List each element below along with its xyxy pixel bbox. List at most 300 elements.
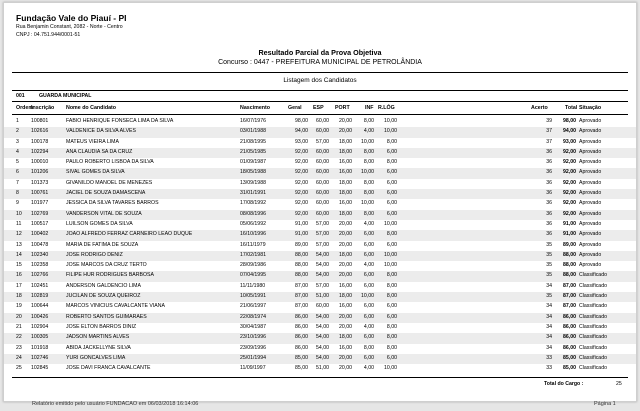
cell-esp: 60,00 [316, 169, 329, 176]
cell-acerto: 34 [546, 334, 552, 341]
cell-total: 88,00 [563, 272, 576, 279]
cell-total: 92,00 [563, 148, 576, 155]
cell-esp: 51,00 [316, 365, 329, 372]
cell-situacao: Aprovado [579, 200, 602, 207]
cell-acerto: 34 [546, 303, 552, 310]
cell-acerto: 35 [546, 251, 552, 258]
cell-ordem: 2 [16, 128, 19, 135]
cell-situacao: Classificado [579, 365, 607, 372]
cell-acerto: 37 [546, 128, 552, 135]
cell-nome: LUILSON GOMES DA SILVA [66, 220, 133, 227]
cell-port: 16,00 [339, 200, 352, 207]
cell-ordem: 13 [16, 241, 22, 248]
cell-situacao: Classificado [579, 282, 607, 289]
cell-inf: 6,00 [363, 231, 374, 238]
cell-rlog: 6,00 [386, 169, 397, 176]
cell-esp: 57,00 [316, 220, 329, 227]
cell-rlog: 6,00 [386, 190, 397, 197]
cell-total: 89,00 [563, 241, 576, 248]
cell-situacao: Aprovado [579, 159, 602, 166]
cell-geral: 94,00 [295, 128, 308, 135]
cell-nascimento: 10/05/1991 [240, 293, 266, 300]
cell-inscricao: 101206 [31, 169, 49, 176]
cell-situacao: Classificado [579, 313, 607, 320]
cell-esp: 54,00 [316, 334, 329, 341]
cell-ordem: 4 [16, 148, 19, 155]
cell-geral: 91,00 [295, 231, 308, 238]
cell-geral: 88,00 [295, 262, 308, 269]
cell-inscricao: 100178 [31, 138, 49, 145]
cell-esp: 60,00 [316, 148, 329, 155]
cell-esp: 60,00 [316, 210, 329, 217]
cell-inscricao: 102451 [31, 282, 49, 289]
cell-nome: MARCOS VINICIUS CAVALCANTE VIANA [66, 303, 165, 310]
col-situacao: Situação [579, 105, 602, 111]
cell-inf: 6,00 [363, 282, 374, 289]
cell-ordem: 8 [16, 190, 19, 197]
cell-esp: 54,00 [316, 323, 329, 330]
cell-inscricao: 102819 [31, 293, 49, 300]
cell-port: 18,00 [339, 179, 352, 186]
table-row [4, 333, 636, 343]
cell-ordem: 21 [16, 323, 22, 330]
cell-esp: 54,00 [316, 262, 329, 269]
cell-inscricao: 102294 [31, 148, 49, 155]
table-row [4, 168, 636, 178]
cell-inf: 10,00 [361, 169, 374, 176]
cell-port: 20,00 [339, 365, 352, 372]
cell-acerto: 34 [546, 344, 552, 351]
cell-ordem: 5 [16, 159, 19, 166]
table-row [4, 220, 636, 230]
cell-esp: 54,00 [316, 313, 329, 320]
cell-rlog: 8,00 [386, 323, 397, 330]
cell-rlog: 10,00 [384, 262, 397, 269]
cell-situacao: Aprovado [579, 190, 602, 197]
cell-esp: 60,00 [316, 179, 329, 186]
cell-nome: ANDERSON GALDENCIO LIMA [66, 282, 141, 289]
cell-ordem: 9 [16, 200, 19, 207]
table-row [4, 302, 636, 312]
cell-esp: 51,00 [316, 293, 329, 300]
cell-rlog: 10,00 [384, 118, 397, 124]
cell-situacao: Aprovado [579, 148, 602, 155]
cell-inf: 4,00 [363, 323, 374, 330]
cell-inscricao: 100478 [31, 241, 49, 248]
cell-total: 85,00 [563, 354, 576, 361]
cell-inscricao: 100761 [31, 190, 49, 197]
col-nome: Nome do Candidato [66, 105, 117, 111]
cell-situacao: Classificado [579, 334, 607, 341]
cell-nome: ABIDA JACKELLYNE SILVA [66, 344, 131, 351]
cell-port: 18,00 [339, 334, 352, 341]
cell-situacao: Classificado [579, 303, 607, 310]
cell-nascimento: 23/09/1996 [240, 344, 266, 351]
cell-esp: 60,00 [316, 118, 329, 124]
cell-inf: 6,00 [363, 313, 374, 320]
table-row [4, 313, 636, 323]
cell-inscricao: 100426 [31, 313, 49, 320]
cell-port: 20,00 [339, 118, 352, 124]
cell-inscricao: 100644 [31, 303, 49, 310]
cell-inscricao: 102769 [31, 210, 49, 217]
cell-inf: 6,00 [363, 303, 374, 310]
cell-situacao: Classificado [579, 323, 607, 330]
cell-nascimento: 18/05/1988 [240, 169, 266, 176]
cell-inf: 8,00 [363, 118, 374, 124]
cell-total: 98,00 [563, 118, 576, 124]
cell-rlog: 8,00 [386, 293, 397, 300]
cell-acerto: 34 [546, 282, 552, 289]
cell-total: 86,00 [563, 323, 576, 330]
cell-ordem: 15 [16, 262, 22, 269]
cell-situacao: Classificado [579, 293, 607, 300]
cell-nome: GIVANILDO MANOEL DE MENEZES [66, 179, 153, 186]
cell-ordem: 19 [16, 303, 22, 310]
cell-nome: ROBERTO SANTOS GUIMARAES [66, 313, 147, 320]
cell-total: 86,00 [563, 313, 576, 320]
cell-rlog: 8,00 [386, 272, 397, 279]
col-rlog: R.LÓG [378, 105, 395, 111]
cell-inscricao: 101977 [31, 200, 49, 207]
cell-total: 87,00 [563, 293, 576, 300]
cell-port: 18,00 [339, 148, 352, 155]
cell-geral: 98,00 [295, 118, 308, 124]
cell-total: 92,00 [563, 190, 576, 197]
cell-total: 92,00 [563, 179, 576, 186]
cell-nome: JOAO ALFREDO FERRAZ CARNEIRO LEAO DUQUE [66, 231, 193, 238]
cell-port: 18,00 [339, 210, 352, 217]
cell-situacao: Aprovado [579, 262, 602, 269]
report-page [3, 2, 637, 402]
cell-rlog: 6,00 [386, 241, 397, 248]
cell-nascimento: 21/06/1997 [240, 303, 266, 310]
cell-total: 88,00 [563, 251, 576, 258]
cell-inf: 10,00 [361, 200, 374, 207]
table-row [4, 292, 636, 302]
cell-acerto: 34 [546, 313, 552, 320]
cell-nascimento: 13/09/1988 [240, 179, 266, 186]
cell-nascimento: 25/01/1994 [240, 354, 266, 361]
table-row [4, 241, 636, 251]
cell-ordem: 17 [16, 282, 22, 289]
cell-geral: 89,00 [295, 241, 308, 248]
cell-ordem: 20 [16, 313, 22, 320]
cell-inscricao: 102845 [31, 365, 49, 372]
cell-acerto: 35 [546, 241, 552, 248]
cell-geral: 86,00 [295, 323, 308, 330]
cell-acerto: 33 [546, 365, 552, 372]
table-row [4, 261, 636, 271]
cell-total: 92,00 [563, 159, 576, 166]
cell-port: 20,00 [339, 231, 352, 238]
cell-inf: 8,00 [363, 210, 374, 217]
cell-nome: JOSE RODRIGO DENIZ [66, 251, 123, 258]
cell-nome: VANDERSON VITAL DE SOUZA [66, 210, 142, 217]
cell-port: 16,00 [339, 303, 352, 310]
page-number: Página 1 [594, 401, 616, 407]
report-title: Resultado Parcial da Prova Objetiva [258, 48, 382, 57]
cell-rlog: 6,00 [386, 313, 397, 320]
divider [12, 90, 628, 91]
cell-esp: 54,00 [316, 354, 329, 361]
cell-port: 20,00 [339, 128, 352, 135]
cell-geral: 88,00 [295, 251, 308, 258]
list-title: Listagem dos Candidatos [283, 77, 357, 84]
cell-inscricao: 100010 [31, 159, 49, 166]
cell-rlog: 8,00 [386, 231, 397, 238]
table-row [4, 271, 636, 281]
cell-acerto: 36 [546, 200, 552, 207]
col-total: Total [565, 105, 578, 111]
cell-situacao: Aprovado [579, 210, 602, 217]
cell-port: 16,00 [339, 344, 352, 351]
cell-situacao: Aprovado [579, 179, 602, 186]
cell-inscricao: 102340 [31, 251, 49, 258]
cell-rlog: 8,00 [386, 159, 397, 166]
cell-ordem: 24 [16, 354, 22, 361]
cell-acerto: 37 [546, 138, 552, 145]
cell-situacao: Aprovado [579, 118, 602, 124]
cell-inf: 8,00 [363, 159, 374, 166]
total-cargo-value: 25 [616, 381, 622, 387]
cell-geral: 92,00 [295, 159, 308, 166]
cell-nascimento: 31/01/1991 [240, 190, 266, 197]
cell-rlog: 10,00 [384, 251, 397, 258]
cell-nascimento: 11/11/1980 [240, 282, 266, 289]
cell-port: 20,00 [339, 220, 352, 227]
cell-nascimento: 08/08/1996 [240, 210, 266, 217]
cell-total: 88,00 [563, 262, 576, 269]
cell-rlog: 6,00 [386, 303, 397, 310]
cell-total: 92,00 [563, 210, 576, 217]
table-row [4, 344, 636, 354]
cell-geral: 86,00 [295, 334, 308, 341]
group-name: GUARDA MUNICIPAL [39, 93, 92, 99]
cell-inf: 6,00 [363, 272, 374, 279]
cell-situacao: Aprovado [579, 128, 602, 135]
cell-geral: 93,00 [295, 138, 308, 145]
cell-rlog: 8,00 [386, 282, 397, 289]
cell-situacao: Aprovado [579, 169, 602, 176]
table-row [4, 138, 636, 148]
cell-ordem: 18 [16, 293, 22, 300]
table-row [4, 364, 636, 374]
total-cargo-label: Total do Cargo : [544, 381, 584, 387]
cell-nome: FILIPE HUR RODRIGUES BARBOSA [66, 272, 154, 279]
cell-nome: MATEUS VIEIRA LIMA [66, 138, 119, 145]
cell-nascimento: 11/09/1997 [240, 365, 266, 372]
cell-port: 16,00 [339, 169, 352, 176]
cell-acerto: 35 [546, 262, 552, 269]
org-cnpj: CNPJ : 04.751.944/0001-51 [16, 32, 81, 38]
cell-rlog: 8,00 [386, 138, 397, 145]
cell-inf: 10,00 [361, 138, 374, 145]
cell-nascimento: 16/11/1979 [240, 241, 266, 248]
cell-nascimento: 16/07/1976 [240, 118, 266, 124]
cell-inf: 8,00 [363, 179, 374, 186]
cell-rlog: 10,00 [384, 220, 397, 227]
table-row [4, 199, 636, 209]
cell-esp: 57,00 [316, 231, 329, 238]
cell-esp: 54,00 [316, 251, 329, 258]
cell-geral: 87,00 [295, 303, 308, 310]
cell-acerto: 36 [546, 159, 552, 166]
cell-nascimento: 21/05/1985 [240, 148, 266, 155]
cell-geral: 88,00 [295, 272, 308, 279]
cell-total: 92,00 [563, 169, 576, 176]
table-row [4, 148, 636, 158]
cell-rlog: 6,00 [386, 210, 397, 217]
cell-nascimento: 01/09/1987 [240, 159, 266, 166]
cell-port: 20,00 [339, 241, 352, 248]
cell-inscricao: 100801 [31, 118, 49, 124]
cell-port: 20,00 [339, 272, 352, 279]
cell-ordem: 16 [16, 272, 22, 279]
cell-geral: 91,00 [295, 220, 308, 227]
cell-inf: 4,00 [363, 262, 374, 269]
divider [12, 101, 628, 102]
cell-nome: JUCILAN DE SOUZA QUEIROZ [66, 293, 141, 300]
cell-esp: 60,00 [316, 200, 329, 207]
cell-total: 85,00 [563, 365, 576, 372]
cell-esp: 60,00 [316, 303, 329, 310]
cell-ordem: 14 [16, 251, 22, 258]
cell-inf: 8,00 [363, 190, 374, 197]
cell-nascimento: 28/09/1986 [240, 262, 266, 269]
cell-nascimento: 22/08/1974 [240, 313, 266, 320]
cell-inf: 4,00 [363, 365, 374, 372]
cell-rlog: 6,00 [386, 148, 397, 155]
cell-geral: 92,00 [295, 179, 308, 186]
cell-inscricao: 100517 [31, 220, 49, 227]
cell-geral: 87,00 [295, 293, 308, 300]
cell-situacao: Aprovado [579, 251, 602, 258]
cell-acerto: 33 [546, 354, 552, 361]
table-row [4, 158, 636, 168]
cell-nascimento: 07/04/1995 [240, 272, 266, 279]
cell-port: 18,00 [339, 190, 352, 197]
cell-esp: 54,00 [316, 344, 329, 351]
col-port: PORT [335, 105, 350, 111]
cell-esp: 57,00 [316, 282, 329, 289]
cell-inf: 6,00 [363, 334, 374, 341]
cell-ordem: 23 [16, 344, 22, 351]
cell-nome: JOSE DAVI FRANCA CAVALCANTE [66, 365, 151, 372]
org-address: Rua Benjamin Constant, 2082 - Norte - Centro [16, 24, 123, 30]
table-row [4, 282, 636, 292]
cell-esp: 57,00 [316, 138, 329, 145]
cell-nascimento: 05/06/1992 [240, 220, 266, 227]
cell-nascimento: 17/02/1981 [240, 251, 266, 258]
cell-inscricao: 102616 [31, 128, 49, 135]
cell-nome: JESSICA DA SILVA TAVARES BARROS [66, 200, 159, 207]
col-ordem: Ordem [16, 105, 34, 111]
cell-ordem: 7 [16, 179, 19, 186]
divider [12, 72, 628, 73]
cell-inf: 8,00 [363, 344, 374, 351]
cell-situacao: Classificado [579, 344, 607, 351]
cell-total: 86,00 [563, 334, 576, 341]
cell-situacao: Aprovado [579, 241, 602, 248]
col-nascimento: Nascimento [240, 105, 271, 111]
cell-situacao: Classificado [579, 272, 607, 279]
col-esp: ESP [313, 105, 324, 111]
cell-nome: SIVAL GOMES DA SILVA [66, 169, 125, 176]
cell-inf: 4,00 [363, 128, 374, 135]
cell-inscricao: 101373 [31, 179, 49, 186]
cell-acerto: 36 [546, 179, 552, 186]
divider [12, 114, 628, 115]
cell-situacao: Aprovado [579, 138, 602, 145]
cell-esp: 57,00 [316, 241, 329, 248]
table-row [4, 210, 636, 220]
cell-inscricao: 102358 [31, 262, 49, 269]
cell-inscricao: 102746 [31, 354, 49, 361]
cell-port: 20,00 [339, 262, 352, 269]
cell-esp: 60,00 [316, 190, 329, 197]
cell-ordem: 10 [16, 210, 22, 217]
col-geral: Geral [288, 105, 302, 111]
table-row [4, 179, 636, 189]
cell-acerto: 39 [546, 118, 552, 124]
cell-acerto: 36 [546, 190, 552, 197]
cell-port: 18,00 [339, 251, 352, 258]
cell-rlog: 6,00 [386, 179, 397, 186]
table-row [4, 354, 636, 364]
org-name: Fundação Vale do Piauí - PI [16, 13, 127, 23]
cell-rlog: 8,00 [386, 344, 397, 351]
cell-geral: 86,00 [295, 344, 308, 351]
cell-port: 18,00 [339, 138, 352, 145]
cell-geral: 86,00 [295, 313, 308, 320]
cell-port: 20,00 [339, 323, 352, 330]
cell-inscricao: 102904 [31, 323, 49, 330]
cell-nome: MARIA DE FATIMA DE SOUZA [66, 241, 139, 248]
cell-inscricao: 100305 [31, 334, 49, 341]
cell-inf: 4,00 [363, 220, 374, 227]
cell-geral: 92,00 [295, 190, 308, 197]
cell-acerto: 34 [546, 323, 552, 330]
cell-inscricao: 102766 [31, 272, 49, 279]
cell-port: 20,00 [339, 313, 352, 320]
cell-nascimento: 03/01/1988 [240, 128, 266, 135]
cell-total: 91,00 [563, 231, 576, 238]
candidate-table [4, 117, 636, 374]
cell-port: 20,00 [339, 354, 352, 361]
cell-inf: 10,00 [361, 293, 374, 300]
cell-total: 92,00 [563, 200, 576, 207]
cell-inf: 6,00 [363, 354, 374, 361]
table-row [4, 323, 636, 333]
cell-acerto: 35 [546, 272, 552, 279]
cell-ordem: 3 [16, 138, 19, 145]
cell-esp: 60,00 [316, 128, 329, 135]
cell-port: 18,00 [339, 293, 352, 300]
cell-acerto: 35 [546, 293, 552, 300]
col-inscricao: Inscrição [31, 105, 55, 111]
cell-nome: VALDENICE DA SILVA ALVES [66, 128, 136, 135]
cell-nome: FABIO HENRIQUE FONSECA LIMA DA SILVA [66, 118, 174, 124]
cell-nascimento: 17/08/1992 [240, 200, 266, 207]
cell-total: 91,00 [563, 220, 576, 227]
cell-port: 16,00 [339, 159, 352, 166]
divider [12, 377, 628, 378]
cell-geral: 92,00 [295, 200, 308, 207]
cell-geral: 85,00 [295, 354, 308, 361]
cell-ordem: 11 [16, 220, 22, 227]
group-code: 001 [16, 93, 25, 99]
